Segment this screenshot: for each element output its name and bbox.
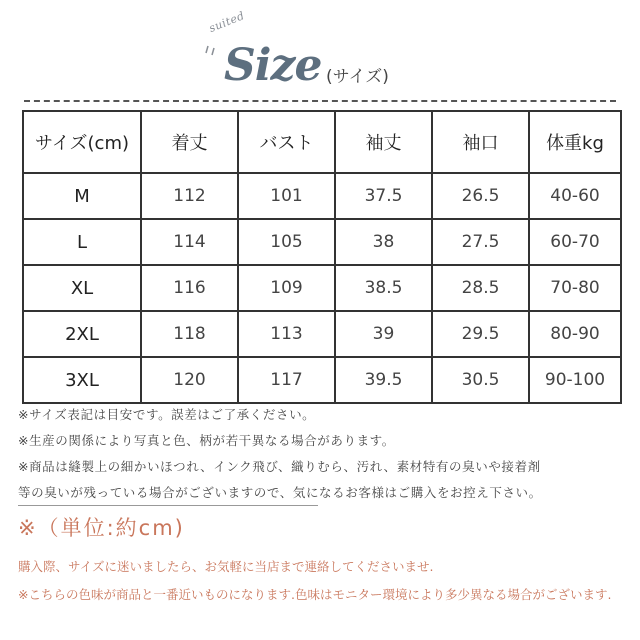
dashed-divider [24, 100, 616, 102]
table-cell: 80-90 [529, 311, 621, 357]
table-header-cell: 着丈 [141, 111, 238, 173]
suited-label: suited [207, 8, 247, 35]
note-line: ※生産の関係により写真と色、柄が若干異なる場合があります。 [18, 433, 395, 448]
table-header-cell: サイズ(cm) [23, 111, 141, 173]
contact-notes [18, 553, 628, 609]
table-cell: 118 [141, 311, 238, 357]
table-header-cell: 袖丈 [335, 111, 432, 173]
contact-note-line: 購入際、サイズに迷いましたら、お気軽に当店まで連絡してくださいませ. [18, 559, 434, 574]
table-cell: 27.5 [432, 219, 529, 265]
table-cell: 90-100 [529, 357, 621, 403]
unit-title: ※（単位:約cm) [18, 516, 185, 540]
table-cell: 112 [141, 173, 238, 219]
size-cell: M [23, 173, 141, 219]
disclaimer-notes [18, 402, 622, 506]
table-cell: 101 [238, 173, 335, 219]
table-cell: 113 [238, 311, 335, 357]
table-cell: 114 [141, 219, 238, 265]
size-cell: L [23, 219, 141, 265]
table-cell: 60-70 [529, 219, 621, 265]
table-cell: 26.5 [432, 173, 529, 219]
size-cell: XL [23, 265, 141, 311]
table-header-cell: 袖口 [432, 111, 529, 173]
note-line: ※商品は縫製上の細かいほつれ、インク飛び、織りむら、汚れ、素材特有の臭いや接着剤 [18, 459, 541, 474]
table-row [23, 173, 621, 219]
sparkle-lines-icon [204, 44, 222, 64]
size-chart-table [22, 110, 622, 404]
table-cell: 116 [141, 265, 238, 311]
table-header-cell: 体重kg [529, 111, 621, 173]
note-line: 等の臭いが残っている場合がございますので、気になるお客様はご購入をお控え下さい。 [18, 485, 542, 500]
size-title: Size [224, 40, 322, 91]
table-cell: 29.5 [432, 311, 529, 357]
table-cell: 117 [238, 357, 335, 403]
table-cell: 105 [238, 219, 335, 265]
table-cell: 120 [141, 357, 238, 403]
table-cell: 30.5 [432, 357, 529, 403]
color-note-line: ※こちらの色味が商品と一番近いものになります.色味はモニター環境により多少異なる場合がございます. [18, 587, 612, 602]
solid-divider [18, 505, 318, 506]
table-row [23, 219, 621, 265]
table-cell: 37.5 [335, 173, 432, 219]
note-line: ※サイズ表記は目安です。誤差はご了承ください。 [18, 407, 316, 422]
table-row [23, 311, 621, 357]
size-subtitle: (サイズ) [326, 67, 389, 87]
size-cell: 2XL [23, 311, 141, 357]
table-row [23, 265, 621, 311]
table-cell: 70-80 [529, 265, 621, 311]
table-cell: 40-60 [529, 173, 621, 219]
size-cell: 3XL [23, 357, 141, 403]
table-row [23, 357, 621, 403]
table-header-cell: バスト [238, 111, 335, 173]
table-cell: 28.5 [432, 265, 529, 311]
table-cell: 39.5 [335, 357, 432, 403]
table-cell: 109 [238, 265, 335, 311]
table-cell: 38.5 [335, 265, 432, 311]
table-header-row [23, 111, 621, 173]
size-header [0, 0, 640, 100]
table-cell: 39 [335, 311, 432, 357]
table-cell: 38 [335, 219, 432, 265]
